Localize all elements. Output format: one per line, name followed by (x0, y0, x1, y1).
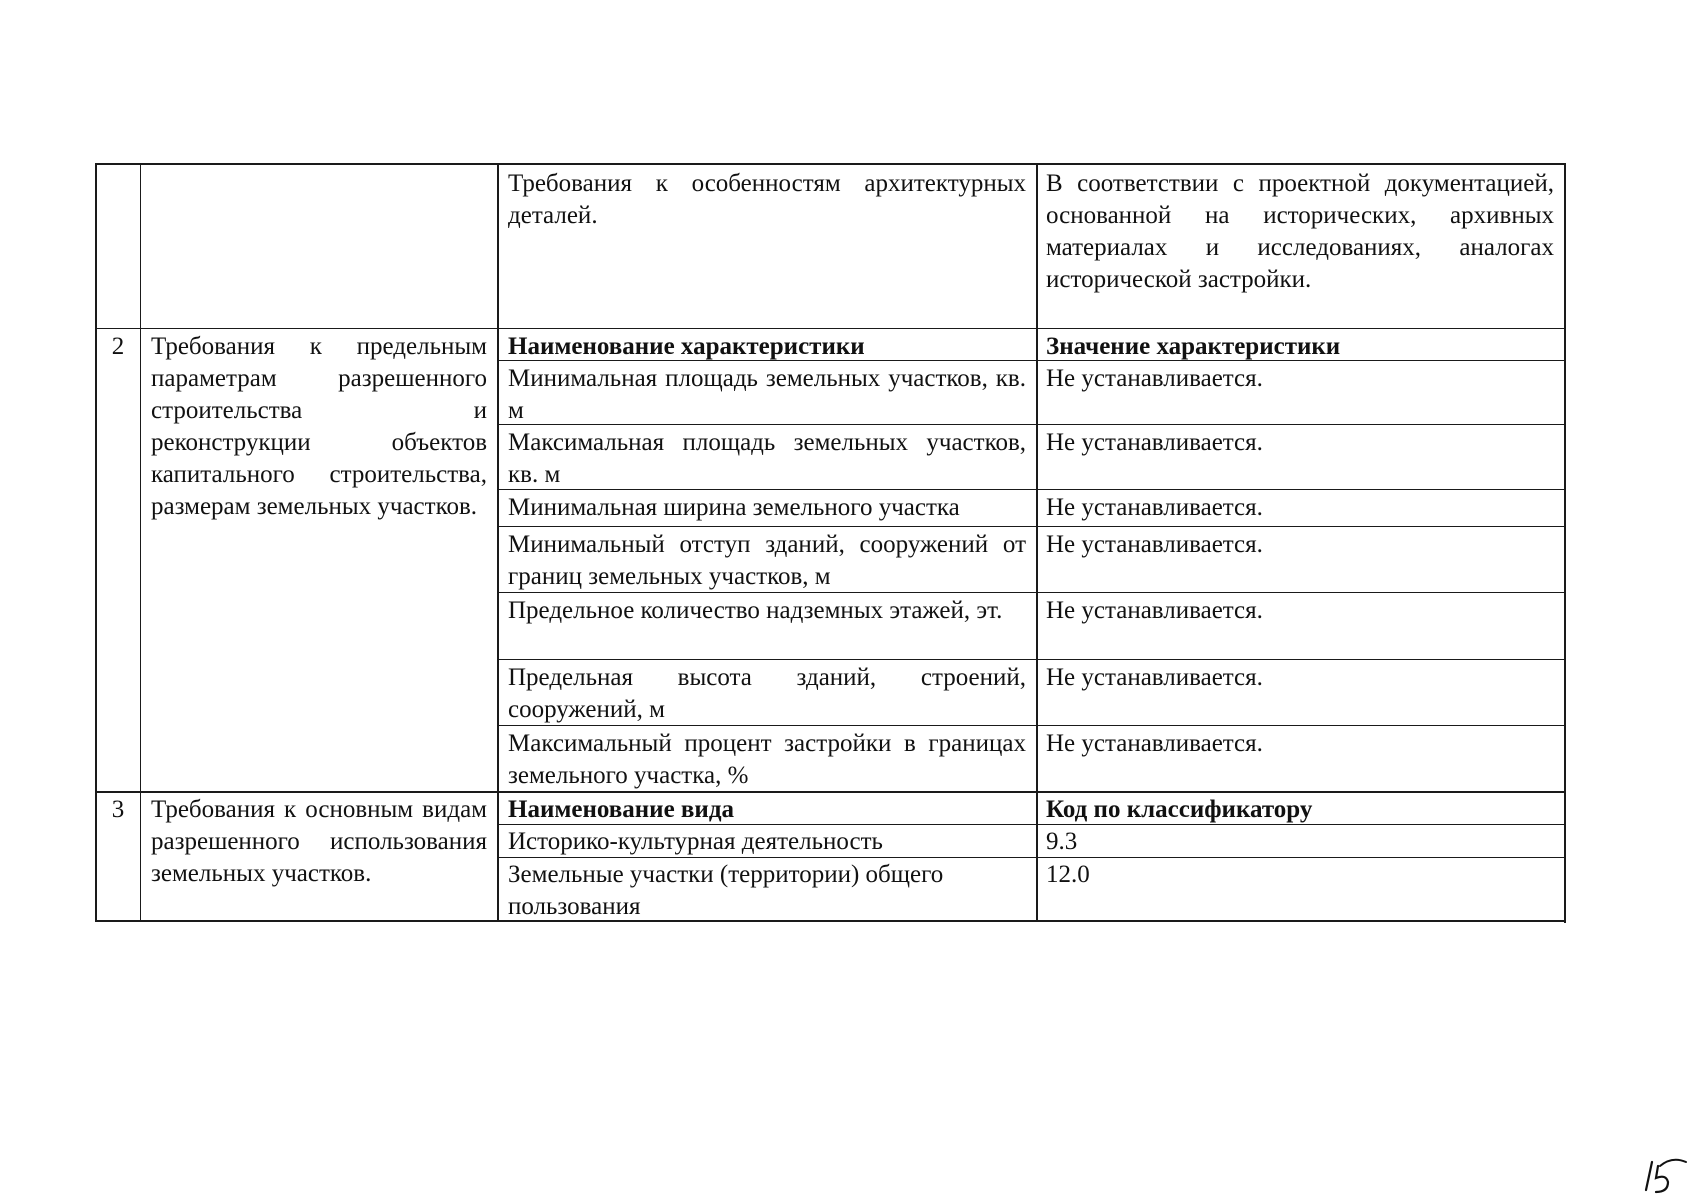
characteristic-value: Не устанавливается. (1046, 597, 1263, 624)
subrow-separator (497, 526, 1566, 527)
characteristic-value: Не устанавливается. (1046, 365, 1263, 392)
classification-name: Земельные участки (территории) общего пользования (508, 861, 944, 920)
column-header-name: Наименование вида (508, 796, 734, 823)
characteristic-value: В соответствии с проектной документацией, основанной на исторических, архивных материалах и исследованиях, аналогах исторической застройки. (1046, 170, 1554, 293)
characteristic-value: Не устанавливается. (1046, 429, 1263, 456)
characteristic-name: Минимальный отступ зданий, сооружений от границ земельных участков, м (508, 531, 1026, 590)
table-border-top (95, 163, 1566, 165)
table-border-left (95, 163, 97, 922)
characteristic-name: Максимальная площадь земельных участков, кв. м (508, 429, 1026, 488)
subrow-separator (497, 659, 1566, 660)
table-divider-name (1036, 163, 1038, 922)
requirement-text: Требования к предельным параметрам разрешенного строительства и реконструкции объектов капитального строительства, размерам земельных участков. (151, 333, 487, 520)
characteristic-value: Не устанавливается. (1046, 494, 1263, 521)
characteristic-name: Максимальный процент застройки в границах земельного участка, % (508, 730, 1026, 789)
row-number: 3 (111, 796, 125, 823)
classification-name: Историко-культурная деятельность (508, 828, 883, 855)
characteristic-value: Не устанавливается. (1046, 664, 1263, 691)
table-border-right (1564, 163, 1566, 923)
requirement-text: Требования к основным видам разрешенного использования земельных участков. (151, 796, 487, 887)
classification-code: 9.3 (1046, 828, 1078, 855)
column-header-name: Наименование характеристики (508, 333, 865, 360)
characteristic-name: Предельная высота зданий, строений, сооружений, м (508, 664, 1026, 723)
handwritten-page-number (1636, 1148, 1690, 1196)
characteristic-name: Минимальная площадь земельных участков, кв. м (508, 365, 1026, 424)
row-separator (95, 328, 1566, 329)
characteristic-name: Предельное количество надземных этажей, эт. (508, 597, 1003, 624)
characteristic-name: Минимальная ширина земельного участка (508, 494, 960, 521)
column-header-value: Код по классификатору (1046, 796, 1313, 823)
column-header-value: Значение характеристики (1046, 333, 1341, 360)
classification-code: 12.0 (1046, 861, 1090, 888)
characteristic-name: Требования к особенностям архитектурных деталей. (508, 170, 1026, 229)
characteristic-value: Не устанавливается. (1046, 730, 1263, 757)
table-divider-requirement (497, 163, 499, 922)
table-divider-num (140, 163, 141, 922)
characteristic-value: Не устанавливается. (1046, 531, 1263, 558)
row-number: 2 (111, 333, 125, 360)
